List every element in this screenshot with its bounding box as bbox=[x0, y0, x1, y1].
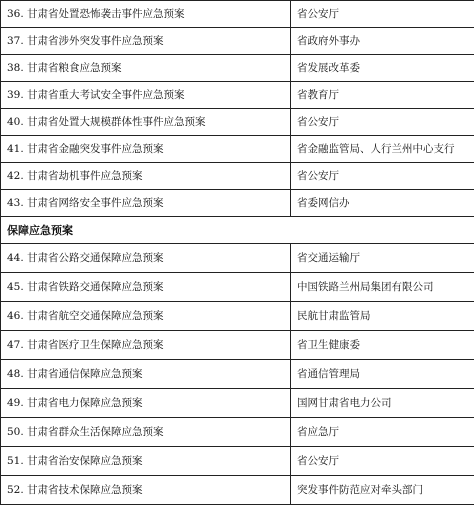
table-row bbox=[1, 244, 474, 273]
plan-name: 52. 甘肃省技术保障应急预案 bbox=[1, 476, 291, 504]
plan-name: 46. 甘肃省航空交通保障应急预案 bbox=[1, 302, 291, 330]
table-row bbox=[1, 418, 474, 447]
plan-name: 47. 甘肃省医疗卫生保障应急预案 bbox=[1, 331, 291, 359]
responsible-dept: 突发事件防范应对牵头部门 bbox=[297, 484, 423, 496]
responsible-dept: 中国铁路兰州局集团有限公司 bbox=[297, 281, 434, 293]
responsible-dept: 省发展改革委 bbox=[297, 62, 360, 74]
plan-name: 43. 甘肃省网络安全事件应急预案 bbox=[1, 190, 291, 216]
plan-name: 45. 甘肃省铁路交通保障应急预案 bbox=[1, 273, 291, 301]
responsible-dept: 省公安厅 bbox=[297, 8, 339, 20]
table-row bbox=[1, 190, 474, 217]
table-row bbox=[1, 1, 474, 28]
plan-name: 50. 甘肃省群众生活保障应急预案 bbox=[1, 418, 291, 446]
plan-name: 49. 甘肃省电力保障应急预案 bbox=[1, 389, 291, 417]
table-row bbox=[1, 302, 474, 331]
responsible-dept: 民航甘肃监管局 bbox=[297, 310, 371, 322]
responsible-dept: 省公安厅 bbox=[297, 116, 339, 128]
plan-name: 51. 甘肃省治安保障应急预案 bbox=[1, 447, 291, 475]
plan-name: 36. 甘肃省处置恐怖袭击事件应急预案 bbox=[1, 1, 291, 27]
table-row bbox=[1, 136, 474, 163]
responsible-dept: 省公安厅 bbox=[297, 455, 339, 467]
table-row bbox=[1, 331, 474, 360]
plan-name: 41. 甘肃省金融突发事件应急预案 bbox=[1, 136, 291, 162]
plan-name: 48. 甘肃省通信保障应急预案 bbox=[1, 360, 291, 388]
table-row bbox=[1, 55, 474, 82]
plan-name: 37. 甘肃省涉外突发事件应急预案 bbox=[1, 28, 291, 54]
responsible-dept: 省卫生健康委 bbox=[297, 339, 360, 351]
plan-name: 44. 甘肃省公路交通保障应急预案 bbox=[1, 244, 291, 272]
table-row bbox=[1, 447, 474, 476]
plan-name: 39. 甘肃省重大考试安全事件应急预案 bbox=[1, 82, 291, 108]
table-row bbox=[1, 28, 474, 55]
plan-name: 40. 甘肃省处置大规模群体性事件应急预案 bbox=[1, 109, 291, 135]
responsible-dept: 省应急厅 bbox=[297, 426, 339, 438]
responsible-dept: 省金融监管局、人行兰州中心支行 bbox=[297, 143, 455, 155]
responsible-dept: 国网甘肃省电力公司 bbox=[297, 397, 392, 409]
table-row bbox=[1, 82, 474, 109]
table-row bbox=[1, 476, 474, 505]
responsible-dept: 省通信管理局 bbox=[297, 368, 360, 380]
table-row bbox=[1, 163, 474, 190]
table-row bbox=[1, 389, 474, 418]
responsible-dept: 省教育厅 bbox=[297, 89, 339, 101]
table-row bbox=[1, 109, 474, 136]
table-row bbox=[1, 360, 474, 389]
plan-name: 38. 甘肃省粮食应急预案 bbox=[1, 55, 291, 81]
responsible-dept: 省公安厅 bbox=[297, 170, 339, 182]
responsible-dept: 省政府外事办 bbox=[297, 35, 360, 47]
responsible-dept: 省委网信办 bbox=[297, 197, 350, 209]
table-row bbox=[1, 273, 474, 302]
section-heading: 保障应急预案 bbox=[1, 217, 474, 244]
plan-name: 42. 甘肃省劫机事件应急预案 bbox=[1, 163, 291, 189]
responsible-dept: 省交通运输厅 bbox=[297, 252, 360, 264]
